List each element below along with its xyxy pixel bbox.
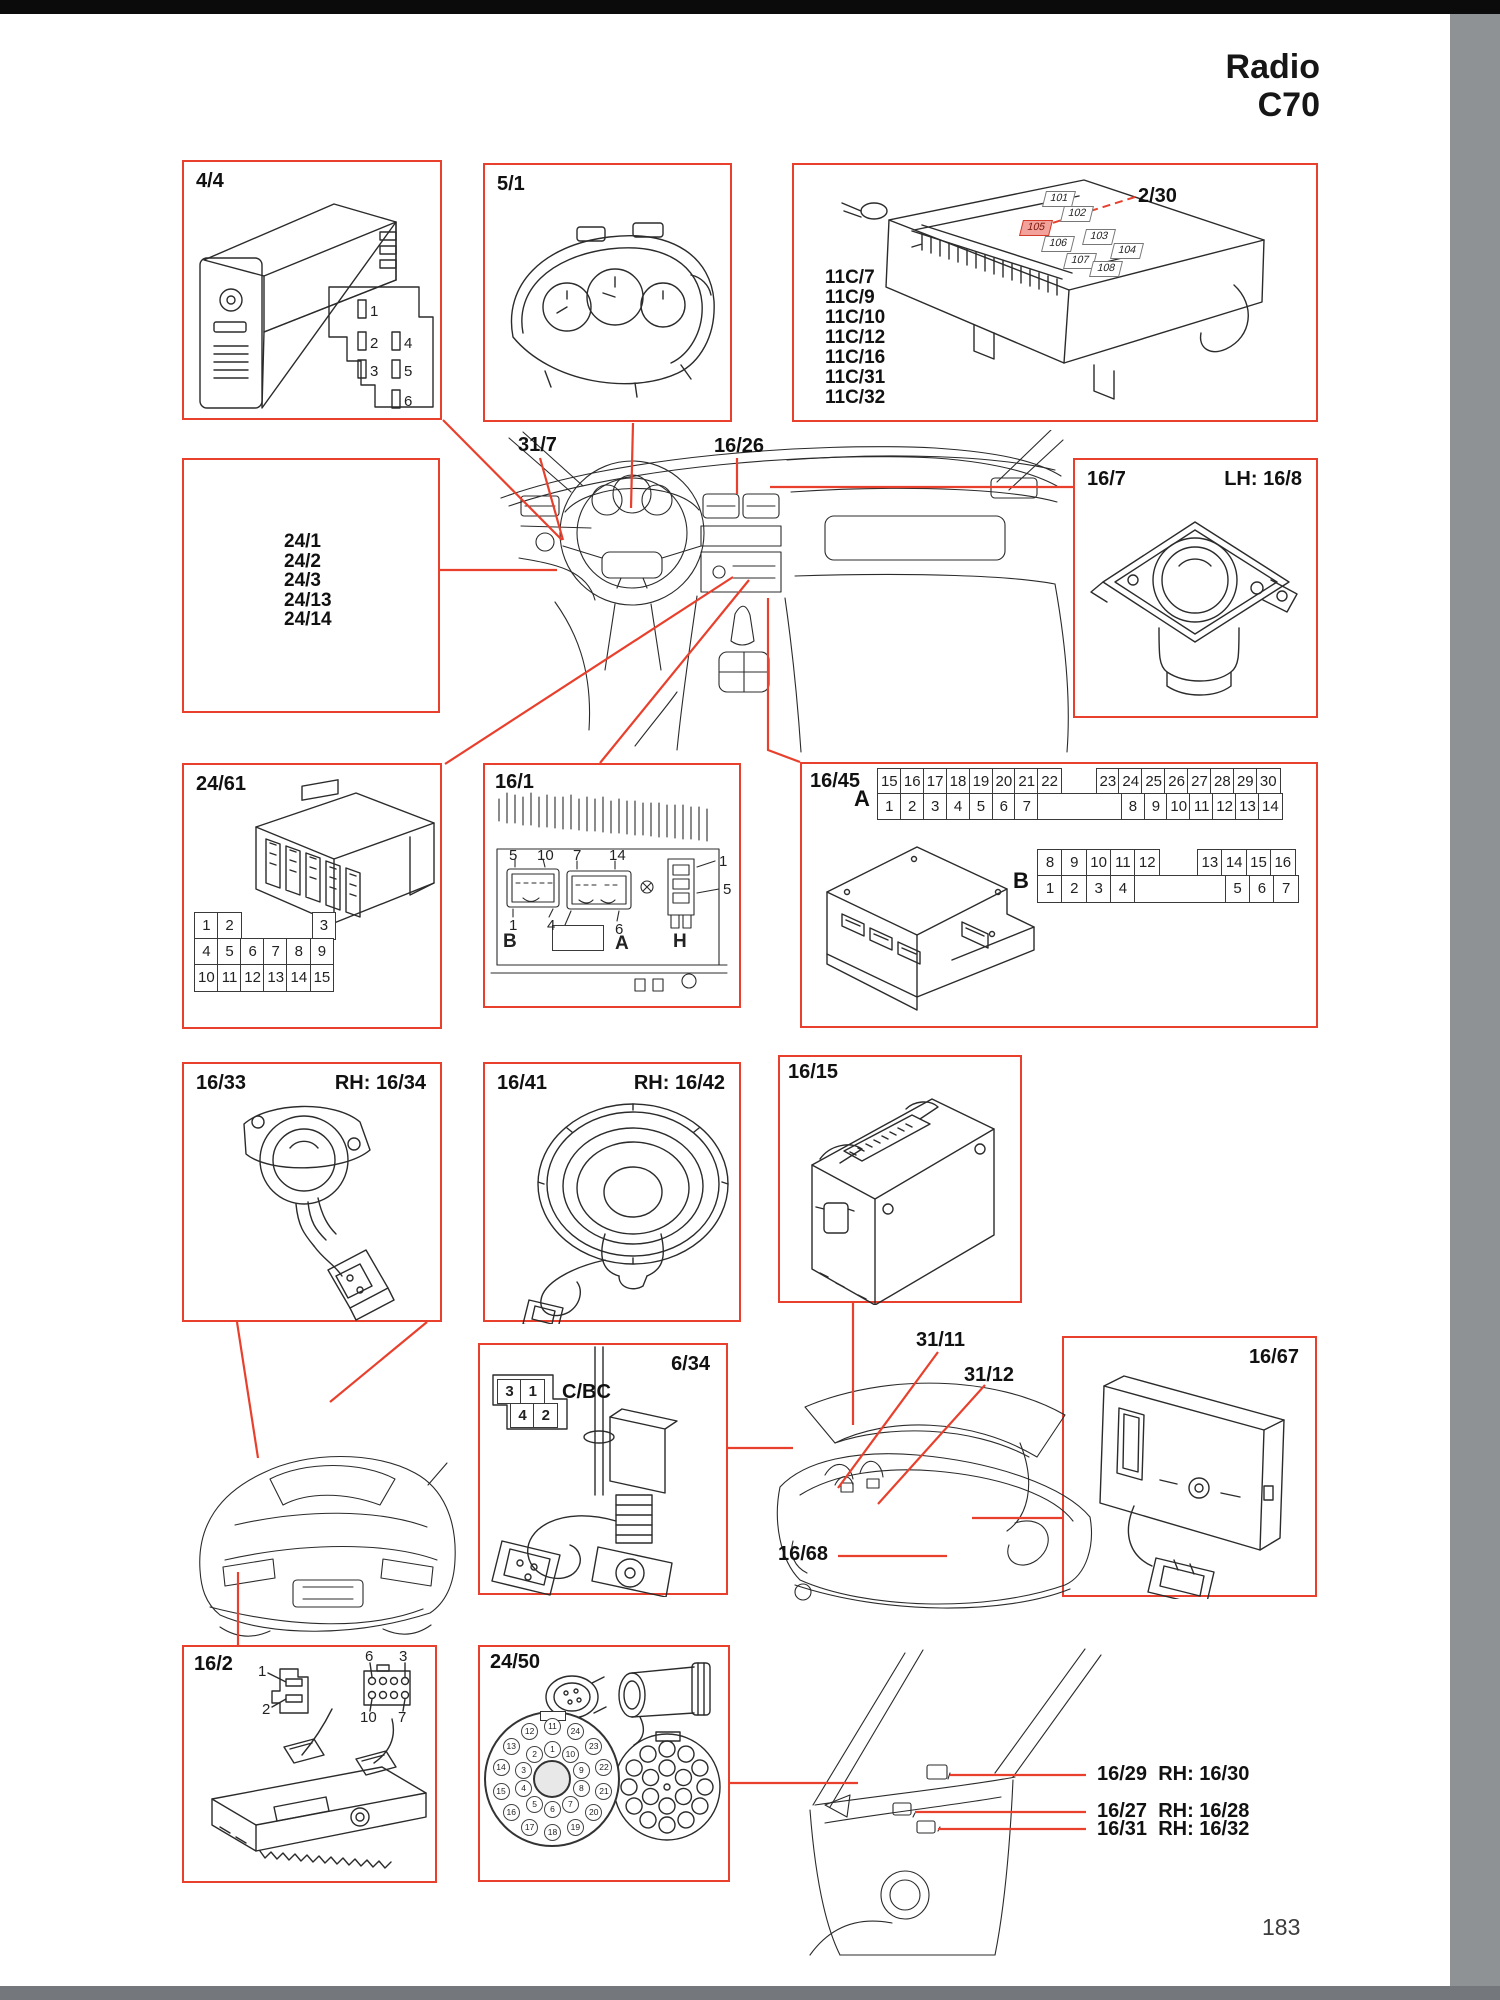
- pin-cell: 25: [1141, 768, 1166, 795]
- component-code: 16/41: [497, 1072, 548, 1094]
- component-box-16-2: [182, 1645, 437, 1883]
- pin-table-a-bottom: [877, 793, 1283, 820]
- code-line: 11C/12: [825, 327, 886, 348]
- pin-cell: 7: [1273, 875, 1299, 903]
- pin-cell: 19: [969, 768, 994, 795]
- pin-number: 14: [609, 847, 626, 864]
- component-code-alt: RH: 16/42: [633, 1072, 725, 1094]
- pin-cell: 1: [1037, 875, 1063, 903]
- pin-cell: 6: [1249, 875, 1275, 903]
- component-code: 16/45: [810, 770, 861, 792]
- pin-cell: 12: [1212, 793, 1237, 820]
- connector-letter-h: H: [673, 931, 687, 952]
- pin-cell: 9: [310, 938, 335, 966]
- pin-number: 1: [719, 853, 728, 870]
- component-code-alt: LH: 16/8: [1224, 468, 1302, 490]
- ring-pin: 13: [503, 1738, 520, 1755]
- pin-number: 4: [547, 917, 556, 934]
- component-box-16-41: [483, 1062, 741, 1322]
- pin-cell: 14: [1258, 793, 1283, 820]
- component-code: 16/7: [1087, 468, 1126, 490]
- pin-cell: 22: [1037, 768, 1062, 795]
- pin-cell: 1: [877, 793, 902, 820]
- pin-cell: 9: [1061, 849, 1087, 877]
- pin-cell: 21: [1014, 768, 1039, 795]
- pin-cell: 1: [194, 912, 219, 940]
- pin-cell: 28: [1210, 768, 1235, 795]
- component-code: 6/34: [671, 1353, 710, 1375]
- pin-cell: 11: [1189, 793, 1214, 820]
- pin-cell: 4: [510, 1403, 535, 1428]
- code-line: 11C/10: [825, 307, 886, 328]
- cbc-pin-row-top: [497, 1379, 545, 1404]
- page-title-line2: C70: [1257, 86, 1320, 124]
- dashboard-illustration: [495, 430, 1070, 770]
- component-box-16-33: [182, 1062, 442, 1322]
- code-line: 11C/16: [825, 347, 886, 368]
- component-code: 16/29: [1097, 1763, 1148, 1785]
- pin-number: 1: [370, 303, 379, 320]
- pin-cell: 5: [217, 938, 242, 966]
- connector-letter-b: B: [503, 931, 517, 952]
- component-box-6-34: [478, 1343, 728, 1595]
- pin-number: 2: [370, 335, 379, 352]
- table-b-label: B: [1013, 868, 1029, 893]
- component-code: 16/2: [194, 1653, 233, 1675]
- pin-cell: 23: [1096, 768, 1121, 795]
- pin-cell: [1060, 768, 1097, 795]
- pin-cell: 2: [533, 1403, 558, 1428]
- relay-code-list: [284, 532, 332, 630]
- pin-cell: 27: [1187, 768, 1212, 795]
- pin-table-a-top: [877, 768, 1281, 795]
- trunk-illustration: [765, 1345, 1110, 1645]
- pin-number: 2: [262, 1701, 271, 1718]
- cbc-label: C/BC: [562, 1381, 611, 1403]
- code-line: 11C/7: [825, 267, 875, 288]
- page-title: [1080, 48, 1320, 124]
- door-speaker-illustration: [485, 1064, 743, 1324]
- radio-rear-illustration: [485, 765, 743, 1010]
- pin-cell: 30: [1256, 768, 1281, 795]
- pin-cell: 17: [923, 768, 948, 795]
- pin-cell: 3: [312, 912, 337, 940]
- component-code: 4/4: [196, 170, 224, 192]
- dash-speaker-illustration: [1075, 460, 1320, 720]
- pin-cell: 12: [240, 964, 265, 992]
- pin-table-b-bottom: [1037, 875, 1299, 903]
- pin-cell: 2: [217, 912, 242, 940]
- component-box-24-50: [478, 1645, 730, 1882]
- pin-number: 5: [404, 363, 413, 380]
- pin-cell: 7: [1014, 793, 1039, 820]
- ring-pin: 12: [521, 1723, 538, 1740]
- blank-label-box: [552, 925, 604, 951]
- fuse-label-highlighted: 105: [1019, 220, 1053, 236]
- pin-cell: 11: [1110, 849, 1136, 877]
- ring-pin: 17: [521, 1819, 538, 1836]
- pin-cell: 8: [1037, 849, 1063, 877]
- door-label-row: [1097, 1763, 1249, 1786]
- component-code-alt: RH: 16/28: [1158, 1800, 1250, 1822]
- component-box-24-list: [182, 458, 440, 713]
- table-a-label: A: [854, 786, 870, 811]
- fuse-label: 104: [1110, 243, 1144, 259]
- code-line: 11C/32: [825, 387, 886, 408]
- component-box-5-1: [483, 163, 732, 422]
- component-code-alt: RH: 16/34: [334, 1072, 426, 1094]
- component-box-24-61: [182, 763, 442, 1029]
- bottom-frame-bar: [0, 1986, 1500, 2000]
- ring-pin: 21: [595, 1783, 612, 1800]
- pin-cell: 3: [497, 1379, 522, 1404]
- cbc-pin-row-bottom: [510, 1403, 558, 1428]
- pin-number: 3: [399, 1648, 408, 1665]
- cd-changer-illustration: [780, 1057, 1024, 1305]
- pin-cell: [1037, 793, 1122, 820]
- pin-cell: 11: [217, 964, 242, 992]
- pin-cell: 8: [286, 938, 311, 966]
- pin-cell: 15: [310, 964, 335, 992]
- component-code: 16/33: [196, 1072, 247, 1094]
- component-code: 24/61: [196, 773, 247, 795]
- top-frame-bar: [0, 0, 1500, 14]
- fuse-code-list: [825, 268, 885, 408]
- pin-number: 6: [615, 921, 624, 938]
- pin-table-row: [194, 938, 334, 966]
- fuse-label: 106: [1041, 236, 1075, 252]
- pin-cell: 26: [1164, 768, 1189, 795]
- fuse-label: 108: [1089, 261, 1123, 277]
- pin-cell: [1159, 849, 1199, 877]
- pin-cell: 15: [877, 768, 902, 795]
- ring-pin: 18: [544, 1824, 561, 1841]
- component-box-16-1: [483, 763, 741, 1008]
- ring-pin: 4: [515, 1780, 532, 1797]
- tweeter-illustration: [184, 1064, 444, 1324]
- pin-cell: 5: [1225, 875, 1251, 903]
- page-number: 183: [1262, 1914, 1301, 1940]
- ring-pin: 14: [493, 1759, 510, 1776]
- pin-cell: 13: [263, 964, 288, 992]
- pin-table-row: [194, 964, 334, 992]
- code-line: 24/14: [284, 609, 332, 631]
- fuse-label: 102: [1060, 206, 1094, 222]
- pin-cell: 13: [1235, 793, 1260, 820]
- pin-number: 4: [404, 335, 413, 352]
- pin-cell: 2: [900, 793, 925, 820]
- pin-cell: 8: [1121, 793, 1146, 820]
- car-rear-illustration: [175, 1375, 470, 1670]
- pin-number: 3: [370, 363, 379, 380]
- ring-pin: 9: [573, 1762, 590, 1779]
- instrument-cluster-illustration: [485, 165, 734, 424]
- code-line: 24/3: [284, 570, 321, 592]
- pin-cell: 6: [992, 793, 1017, 820]
- component-box-16-45: [800, 762, 1318, 1028]
- component-code: 24/50: [490, 1651, 541, 1673]
- callout-31-12: 31/12: [964, 1364, 1015, 1386]
- pin-number: 5: [723, 881, 732, 898]
- amplifier-16-2-illustration: [184, 1647, 439, 1885]
- pin-cell: 18: [946, 768, 971, 795]
- component-box-4-4: [182, 160, 442, 420]
- pin-cell: 24: [1118, 768, 1143, 795]
- code-line: 24/2: [284, 550, 321, 572]
- connector-letter-a: A: [615, 933, 629, 954]
- code-line: 24/13: [284, 589, 332, 611]
- ring-pin: 15: [493, 1783, 510, 1800]
- pin-cell: [240, 912, 313, 940]
- code-line: 11C/31: [825, 367, 886, 388]
- pin-number: 6: [404, 393, 413, 410]
- ring-pin: 5: [526, 1796, 543, 1813]
- pin-cell: 5: [969, 793, 994, 820]
- pin-cell: 7: [263, 938, 288, 966]
- pin-number: 1: [509, 917, 518, 934]
- pin-cell: 6: [240, 938, 265, 966]
- door-label-row: [1097, 1818, 1249, 1841]
- fuse-label: 101: [1042, 191, 1076, 207]
- pin-cell: [1134, 875, 1226, 903]
- pin-cell: 29: [1233, 768, 1258, 795]
- ring-pin: 6: [544, 1801, 561, 1818]
- pin-cell: 15: [1246, 849, 1272, 877]
- pin-number: 7: [398, 1709, 407, 1726]
- cassette-unit-illustration: [184, 162, 444, 422]
- component-box-fusebox: [792, 163, 1318, 422]
- page-title-line1: Radio: [1225, 48, 1320, 86]
- ring-pin: 1: [544, 1741, 561, 1758]
- ring-pin: 20: [585, 1804, 602, 1821]
- component-code-alt: RH: 16/32: [1158, 1818, 1250, 1840]
- pin-number: 10: [360, 1709, 377, 1726]
- door-interior-illustration: [755, 1645, 1135, 1965]
- component-code: 16/27: [1097, 1800, 1148, 1822]
- pin-cell: 2: [1061, 875, 1087, 903]
- component-code: 5/1: [497, 173, 525, 195]
- ring-pin: 2: [526, 1746, 543, 1763]
- fuse-label: 103: [1082, 229, 1116, 245]
- callout-31-11: 31/11: [916, 1329, 965, 1351]
- pin-cell: 20: [992, 768, 1017, 795]
- right-frame-bar: [1450, 0, 1500, 2000]
- pin-cell: 10: [1166, 793, 1191, 820]
- callout-16-68: 16/68: [778, 1543, 829, 1565]
- ring-pin: 22: [595, 1759, 612, 1776]
- component-code: 16/1: [495, 771, 534, 793]
- inner-pin-ring: [486, 1713, 618, 1845]
- ring-pin: 11: [544, 1718, 561, 1735]
- pin-table-b-top: [1037, 849, 1296, 877]
- pin-cell: 10: [1086, 849, 1112, 877]
- code-line: 11C/9: [825, 287, 875, 308]
- ring-pin: 10: [562, 1746, 579, 1763]
- pin-number: 6: [365, 1648, 374, 1665]
- round-connector-face: [484, 1711, 620, 1847]
- ring-pin: 8: [573, 1780, 590, 1797]
- pin-number: 7: [573, 847, 582, 864]
- pin-cell: 3: [923, 793, 948, 820]
- pin-cell: 4: [946, 793, 971, 820]
- pin-cell: 14: [1221, 849, 1247, 877]
- pin-cell: 16: [1270, 849, 1296, 877]
- pin-table-row: [194, 912, 336, 940]
- pin-cell: 9: [1144, 793, 1169, 820]
- component-code: 16/67: [1248, 1346, 1299, 1368]
- pin-cell: 3: [1086, 875, 1112, 903]
- pin-cell: 12: [1134, 849, 1160, 877]
- callout-31-7: 31/7: [518, 434, 557, 456]
- ring-pin: 19: [567, 1819, 584, 1836]
- component-code: 16/31: [1097, 1818, 1148, 1840]
- pin-number: 5: [509, 847, 518, 864]
- code-line: 24/1: [284, 531, 321, 552]
- ring-pin: 23: [585, 1738, 602, 1755]
- pin-cell: 1: [520, 1379, 545, 1404]
- pin-cell: 16: [900, 768, 925, 795]
- ring-pin: 7: [562, 1796, 579, 1813]
- component-box-16-15: [778, 1055, 1022, 1303]
- ring-pin: 16: [503, 1804, 520, 1821]
- component-code-alt: RH: 16/30: [1158, 1763, 1250, 1785]
- fuse-callout-code: 2/30: [1138, 185, 1177, 207]
- fuse-label: 107: [1063, 253, 1097, 269]
- pin-cell: 4: [194, 938, 219, 966]
- pin-number: 10: [537, 847, 554, 864]
- pin-number: 1: [258, 1663, 267, 1680]
- pin-cell: 10: [194, 964, 219, 992]
- component-code: 16/15: [788, 1061, 839, 1083]
- pin-cell: 4: [1110, 875, 1136, 903]
- ring-pin: 3: [515, 1762, 532, 1779]
- component-box-16-7: [1073, 458, 1318, 718]
- pin-cell: 14: [286, 964, 311, 992]
- ring-pin: 24: [567, 1723, 584, 1740]
- callout-16-26: 16/26: [714, 435, 765, 457]
- pin-cell: 13: [1197, 849, 1223, 877]
